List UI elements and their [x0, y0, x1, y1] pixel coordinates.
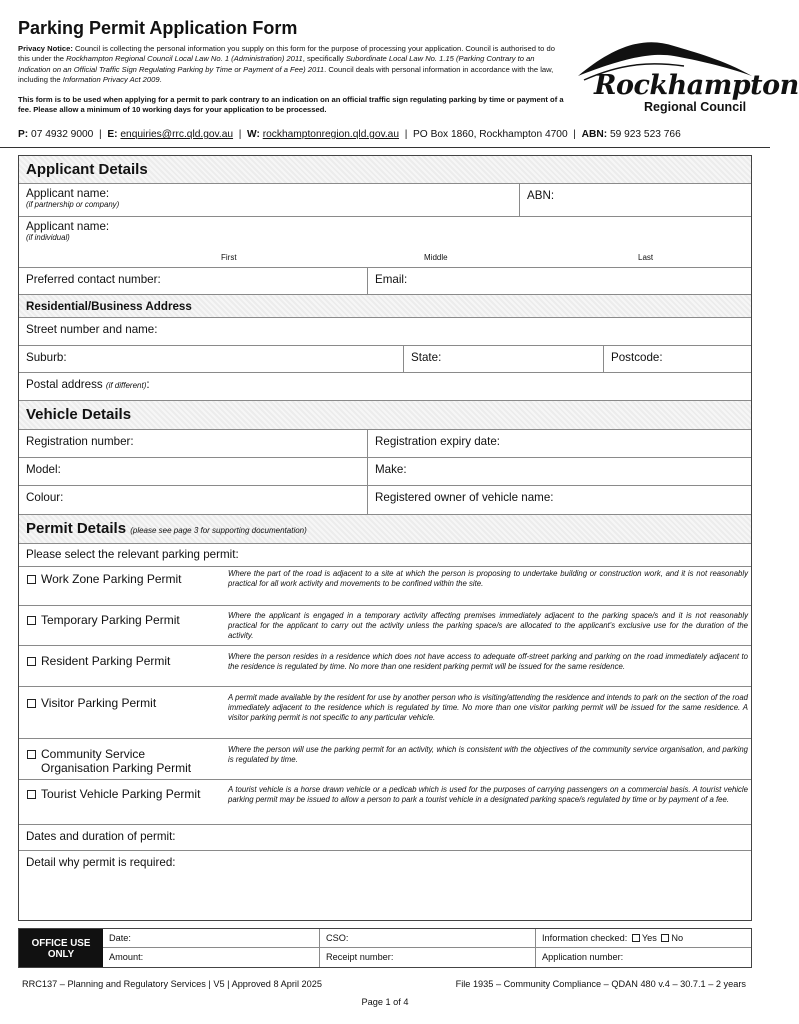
applicant-individual-label: Applicant name: — [26, 220, 110, 233]
office-date-field[interactable] — [103, 929, 319, 948]
permit-option-label[interactable] — [27, 747, 213, 775]
privacy-text-1: Council is collecting the personal information you supply on this form for the purpose of processing your application. Council is authorised to do this under the — [18, 44, 555, 64]
permit-heading-note: (please see page 3 for supporting documentation) — [130, 526, 307, 535]
permit-option-label[interactable] — [27, 613, 213, 627]
permit-option-text: Community Service Organisation Parking Permit — [41, 747, 192, 775]
checkbox-work-zone[interactable] — [27, 575, 36, 584]
privacy-law-2: Subordinate Local Law No. 1.15 (Parking Contrary to an Indication on an Official Traffic Sign Regulating Parking by Time or Payment of a Fee) 2011 — [18, 54, 535, 74]
suburb-label: Suburb: — [26, 351, 67, 364]
privacy-text-2: , specifically — [302, 54, 346, 64]
form-instruction: This form is to be used when applying for a permit to park contrary to an indication on an official traffic sign regulating parking by time or payment of a fee. Please allow a minimum of 10 working days for your application to be processed. — [18, 95, 564, 115]
info-checked-label: Information checked: — [542, 933, 628, 943]
abn-field-label: ABN: — [527, 189, 555, 202]
first-name-label: First — [221, 253, 237, 262]
office-use-label: OFFICE USE ONLY — [19, 929, 103, 967]
state-field[interactable] — [403, 346, 603, 372]
contact-bar — [18, 129, 752, 140]
checkbox-community[interactable] — [27, 750, 36, 759]
contact-number-field[interactable] — [19, 268, 367, 294]
email-field-label: Email: — [375, 273, 408, 286]
no-label: No — [671, 933, 684, 943]
web-label: W: — [247, 129, 260, 140]
permit-option-text: Tourist Vehicle Parking Permit — [41, 787, 201, 801]
permit-option-text: Resident Parking Permit — [41, 654, 171, 668]
suburb-row — [19, 346, 751, 373]
contact-row — [19, 268, 751, 295]
email-field[interactable] — [367, 268, 751, 294]
expiry-field[interactable] — [367, 430, 751, 457]
yes-label: Yes — [641, 933, 657, 943]
po-box: PO Box 1860, Rockhampton 4700 — [413, 129, 568, 140]
separator: | — [573, 129, 576, 140]
permit-option-text: Temporary Parking Permit — [41, 613, 180, 627]
permit-option-text: Visitor Parking Permit — [41, 696, 157, 710]
rego-field[interactable] — [19, 430, 367, 457]
colour-field[interactable] — [19, 486, 367, 514]
owner-field[interactable] — [367, 486, 751, 514]
street-label: Street number and name: — [26, 323, 158, 336]
logo-wordmark: Rockhampton — [594, 70, 799, 101]
section-vehicle-details: Vehicle Details — [19, 401, 751, 430]
section-permit-details — [19, 515, 751, 544]
make-label: Make: — [375, 463, 407, 476]
permit-option-label[interactable] — [27, 696, 213, 710]
postal-field[interactable] — [19, 373, 751, 400]
section-address: Residential/Business Address — [19, 295, 751, 318]
office-amount-field[interactable] — [103, 948, 319, 967]
privacy-text-3: . Council deals with personal information in accordance with the law, including the — [18, 64, 554, 85]
applicant-individual-row[interactable] — [19, 217, 751, 268]
applicant-company-field[interactable] — [19, 184, 519, 216]
council-logo — [574, 36, 799, 120]
permit-option-label[interactable] — [27, 654, 213, 668]
section-applicant-details: Applicant Details — [19, 156, 751, 184]
privacy-law-1: Rockhampton Regional Council Local Law No. 1 (Administration) 2011 — [66, 54, 303, 64]
separator: | — [238, 129, 242, 140]
dates-row[interactable] — [19, 825, 751, 851]
dates-label: Dates and duration of permit: — [26, 830, 176, 843]
permit-option-resident — [19, 646, 751, 687]
checkbox-temporary[interactable] — [27, 616, 36, 625]
email-link[interactable]: enquiries@rrc.qld.gov.au — [120, 129, 234, 140]
street-row[interactable] — [19, 318, 751, 346]
checkbox-resident[interactable] — [27, 657, 36, 666]
permit-option-visitor — [19, 687, 751, 739]
postal-row[interactable] — [19, 373, 751, 401]
applicant-company-label: Applicant name: — [26, 187, 110, 200]
expiry-label: Registration expiry date: — [375, 435, 501, 448]
permit-option-description: Where the applicant is engaged in a temporary activity affecting premises immediately adjacent to the parking space/s and it is not reasonably practical for the applicant to carry out the activity unless the parking space/s are allocated to the applicant's exclusive use for the duration of the activity. — [228, 611, 748, 640]
make-field[interactable] — [367, 458, 751, 485]
permit-option-description: A tourist vehicle is a horse drawn vehicle or a pedicab which is used for the purposes of carrying passengers on a commercial basis. A tourist vehicle parking permit may be issued to allow a person to park a tourist vehicle in a designated parking space/s regulated by time or by payment of a fee. — [228, 785, 748, 804]
separator: | — [404, 129, 408, 140]
permit-option-community — [19, 739, 751, 780]
application-form — [18, 155, 752, 921]
privacy-notice — [18, 44, 566, 86]
abn-field[interactable] — [519, 184, 751, 216]
permit-option-temporary — [19, 606, 751, 646]
owner-label: Registered owner of vehicle name: — [375, 491, 554, 504]
permit-option-label[interactable] — [27, 572, 213, 586]
rego-label: Registration number: — [26, 435, 134, 448]
footer-left: RRC137 – Planning and Regulatory Services | V5 | Approved 8 April 2025 — [22, 979, 322, 989]
reason-field[interactable] — [19, 851, 751, 920]
last-name-label: Last — [638, 253, 654, 262]
office-cso-label: CSO: — [326, 933, 349, 943]
rego-row — [19, 430, 751, 458]
page-number: Page 1 of 4 — [361, 997, 409, 1007]
logo-subtitle: Regional Council — [644, 100, 747, 114]
colour-row — [19, 486, 751, 515]
phone-number: 07 4932 9000 — [31, 129, 94, 140]
postal-note: (if different) — [105, 381, 147, 390]
footer-right: File 1935 – Community Compliance – QDAN 480 v.4 – 30.7.1 – 2 years — [455, 979, 746, 989]
checkbox-no[interactable] — [661, 934, 669, 942]
office-receipt-label: Receipt number: — [326, 952, 394, 962]
email-label: E: — [107, 129, 118, 140]
colour-label: Colour: — [26, 491, 64, 504]
permit-select-row — [19, 544, 751, 566]
privacy-law-3: Information Privacy Act 2009 — [62, 75, 160, 85]
model-label: Model: — [26, 463, 61, 476]
office-amount-label: Amount: — [109, 952, 144, 962]
permit-option-description: Where the person resides in a residence which does not have access to adequate off-street parking and parking on the road immediately adjacent to the residence is regulated by time. No more than one resident parking permit will be issued for the same residence. — [228, 652, 748, 671]
header-divider — [0, 147, 770, 148]
applicant-company-row — [19, 184, 751, 217]
checkbox-yes[interactable] — [632, 934, 640, 942]
web-link[interactable]: rockhamptonregion.qld.gov.au — [262, 129, 400, 140]
model-row — [19, 458, 751, 486]
abn-number: 59 923 523 766 — [609, 129, 681, 140]
permit-option-label[interactable] — [27, 787, 213, 801]
office-application-label: Application number: — [542, 952, 624, 962]
permit-heading: Permit Details — [26, 520, 131, 537]
phone-label: P: — [18, 129, 29, 140]
postcode-label: Postcode: — [611, 351, 663, 364]
permit-option-description: Where the part of the road is adjacent to a site at which the person is proposing to undertake building or construction work, and it is not reasonably practical for all work activity and movements to be confined within the site. — [228, 569, 748, 588]
office-receipt-field[interactable] — [319, 948, 535, 967]
dates-field[interactable] — [19, 825, 751, 850]
model-field[interactable] — [19, 458, 367, 485]
reason-row[interactable] — [19, 851, 751, 920]
abn-label: ABN: — [581, 129, 608, 140]
permit-select-label: Please select the relevant parking permit: — [26, 548, 239, 561]
suburb-field[interactable] — [19, 346, 403, 372]
permit-option-description: Where the person will use the parking permit for an activity, which is consistent with the objectives of the community service organisation, and parking is regulated by time. — [228, 745, 748, 764]
postcode-field[interactable] — [603, 346, 751, 372]
middle-name-label: Middle — [424, 253, 448, 262]
office-date-label: Date: — [109, 933, 131, 943]
reason-label: Detail why permit is required: — [26, 856, 176, 869]
state-label: State: — [411, 351, 442, 364]
permit-option-tourist — [19, 780, 751, 825]
street-field[interactable] — [19, 318, 751, 345]
privacy-text-4: . — [159, 75, 162, 85]
checkbox-visitor[interactable] — [27, 699, 36, 708]
applicant-company-note: (if partnership or company) — [26, 200, 120, 209]
separator: | — [99, 129, 102, 140]
page-title: Parking Permit Application Form — [18, 18, 298, 38]
office-cso-field[interactable] — [319, 929, 535, 948]
privacy-heading: Privacy Notice: — [18, 44, 73, 53]
office-application-field[interactable] — [535, 948, 751, 967]
postal-colon: : — [146, 378, 150, 391]
contact-number-label: Preferred contact number: — [26, 273, 161, 286]
postal-label: Postal address — [26, 378, 106, 391]
permit-option-description: A permit made available by the resident for use by another person who is visiting/attending the residence and intends to park on the section of the road immediately adjacent to the residence which is regulated by time. No more than one visitor parking permit will be issued for the same residence. A visitor parking permit is not specific to any particular vehicle. — [228, 693, 748, 722]
applicant-individual-note: (if individual) — [26, 233, 70, 242]
permit-option-work-zone — [19, 566, 751, 606]
checkbox-tourist[interactable] — [27, 790, 36, 799]
office-info-checked — [535, 929, 751, 948]
office-use-box — [18, 928, 752, 968]
permit-option-text: Work Zone Parking Permit — [41, 572, 182, 586]
